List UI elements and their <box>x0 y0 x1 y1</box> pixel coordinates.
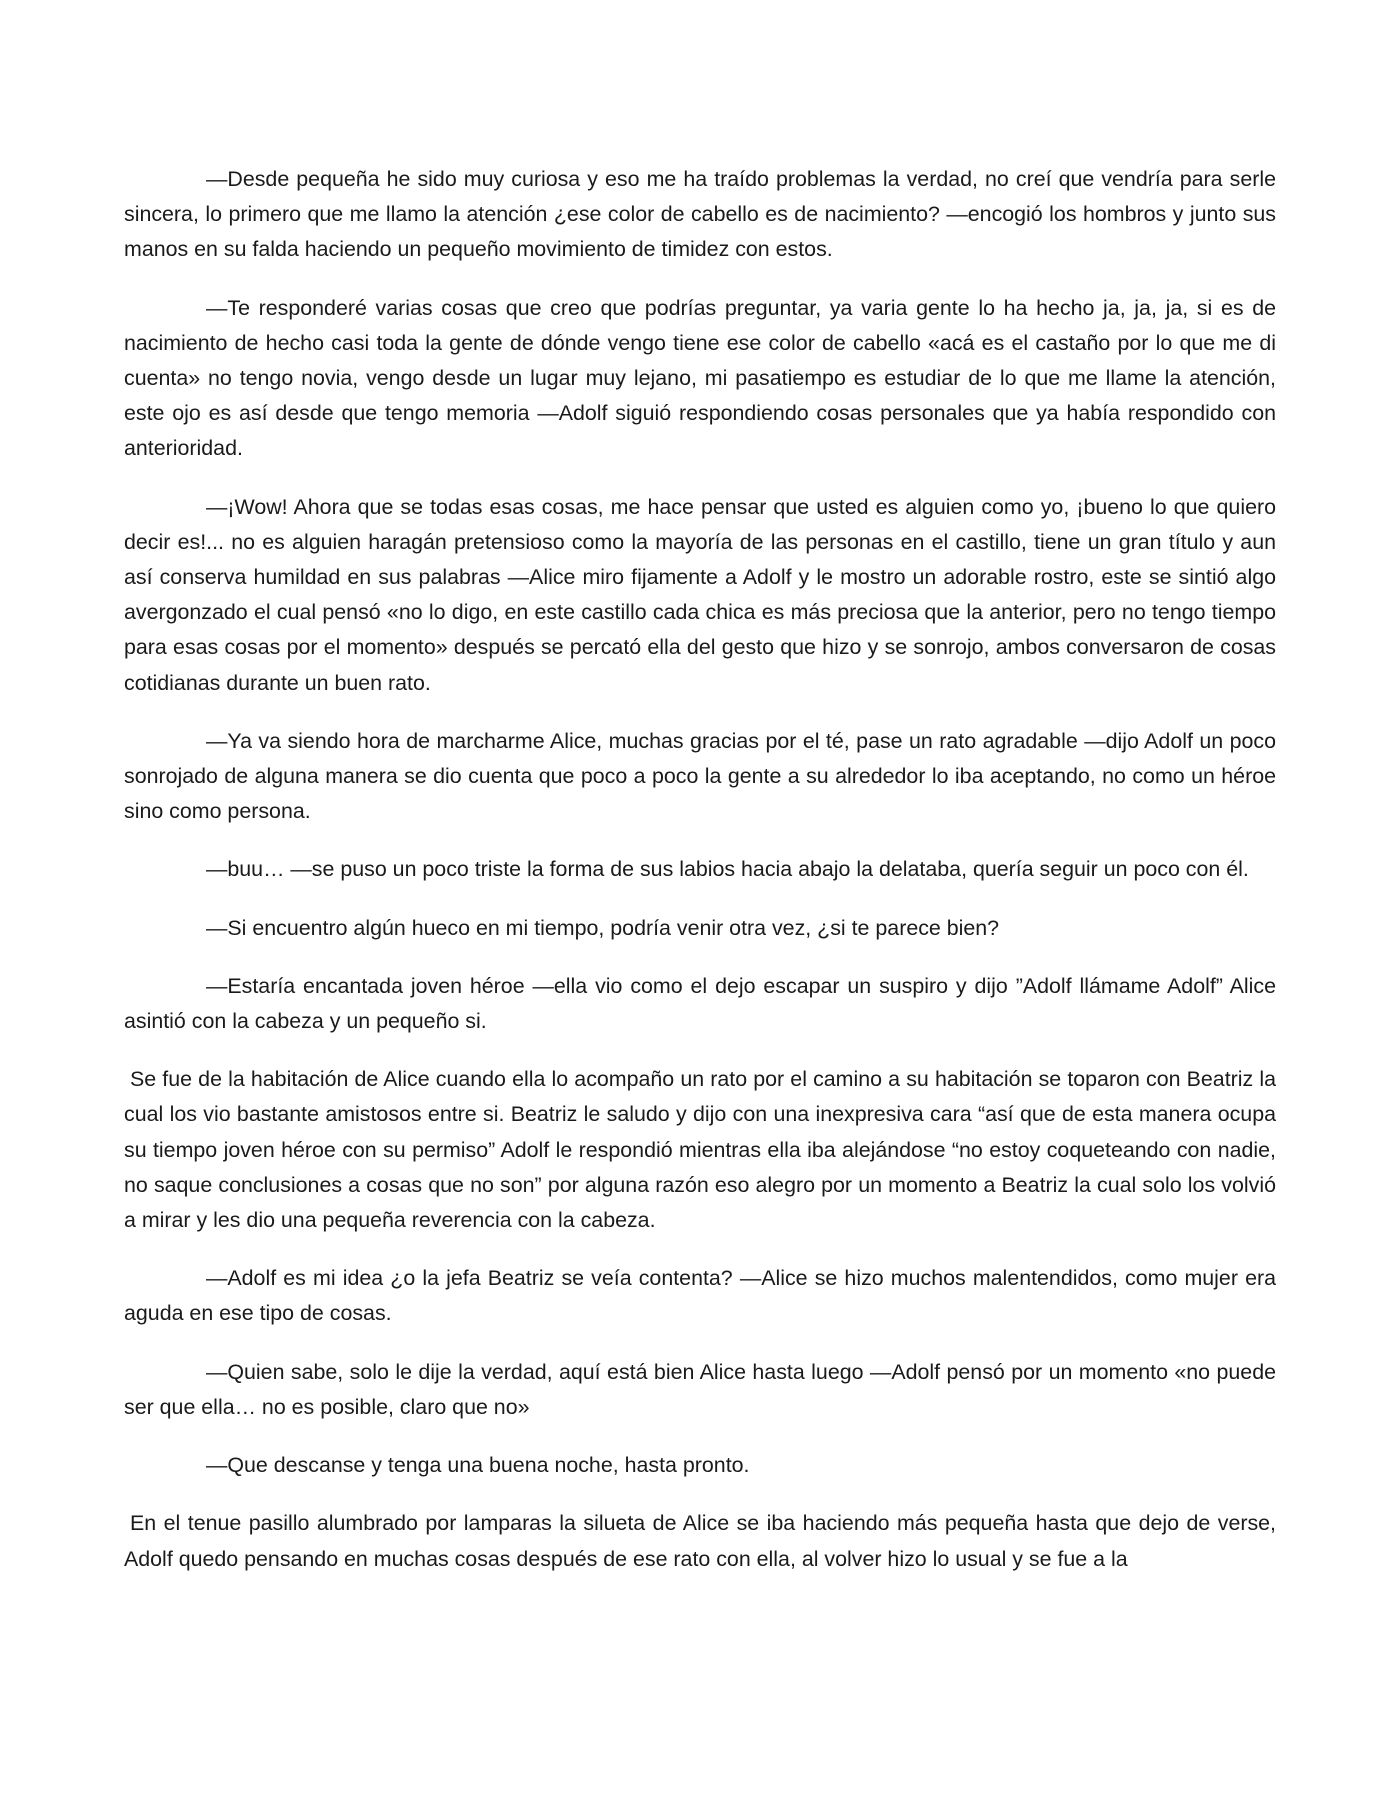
paragraph: —Que descanse y tenga una buena noche, hasta pronto. <box>206 1453 750 1478</box>
paragraph: —¡Wow! Ahora que se todas esas cosas, me hace pensar que usted es alguien como yo, ¡bueno lo que quiero decir es!... no es alguien haragán pretensioso como la mayoría de las personas en el castillo, tiene un gran título y aun así conserva humildad en sus palabras —Alice miro fijamente a Adolf y le mostro un adorable rostro, este se sintió algo avergonzado el cual pensó «no lo digo, en este castillo cada chica es más preciosa que la anterior, pero no tengo tiempo para esas cosas por el momento» después se percató ella del gesto que hizo y se sonrojo, ambos conversaron de cosas cotidianas durante un buen rato. <box>124 494 1276 695</box>
paragraph: —buu… —se puso un poco triste la forma de sus labios hacia abajo la delataba, quería seguir un poco con él. <box>206 857 1249 882</box>
paragraph: —Si encuentro algún hueco en mi tiempo, podría venir otra vez, ¿si te parece bien? <box>206 915 1000 940</box>
paragraph: —Adolf es mi idea ¿o la jefa Beatriz se veía contenta? —Alice se hizo muchos malentendidos, como mujer era aguda en ese tipo de cosas. <box>124 1266 1276 1326</box>
document-body <box>124 162 1276 1600</box>
paragraph: —Ya va siendo hora de marcharme Alice, muchas gracias por el té, pase un rato agradable —dijo Adolf un poco sonrojado de alguna manera se dio cuenta que poco a poco la gente a su alrededor lo iba aceptando, no como un héroe sino como persona. <box>124 728 1276 824</box>
paragraph: —Quien sabe, solo le dije la verdad, aquí está bien Alice hasta luego —Adolf pensó por un momento «no puede ser que ella… no es posible, claro que no» <box>124 1359 1276 1419</box>
paragraph: —Te responderé varias cosas que creo que podrías preguntar, ya varia gente lo ha hecho ja, ja, ja, si es de nacimiento de hecho casi toda la gente de dónde vengo tiene ese color de cabello «acá es el castaño por lo que me di cuenta» no tengo novia, vengo desde un lugar muy lejano, mi pasatiempo es estudiar de lo que me llame la atención, este ojo es así desde que tengo memoria —Adolf siguió respondiendo cosas personales que ya había respondido con anterioridad. <box>124 295 1276 461</box>
paragraph: Se fue de la habitación de Alice cuando ella lo acompaño un rato por el camino a su habitación se toparon con Beatriz la cual los vio bastante amistosos entre si. Beatriz le saludo y dijo con una inexpresiva cara “así que de esta manera ocupa su tiempo joven héroe con su permiso” Adolf le respondió mientras ella iba alejándose “no estoy coqueteando con nadie, no saque conclusiones a cosas que no son” por alguna razón eso alegro por un momento a Beatriz la cual solo los volvió a mirar y les dio una pequeña reverencia con la cabeza. <box>124 1067 1276 1233</box>
paragraph: —Estaría encantada joven héroe —ella vio como el dejo escapar un suspiro y dijo ”Adolf llámame Adolf” Alice asintió con la cabeza y un pequeño si. <box>124 973 1276 1034</box>
paragraph: —Desde pequeña he sido muy curiosa y eso me ha traído problemas la verdad, no creí que vendría para serle sincera, lo primero que me llamo la atención ¿ese color de cabello es de nacimiento? —encogió los hombros y junto sus manos en su falda haciendo un pequeño movimiento de timidez con estos. <box>124 167 1276 262</box>
paragraph: En el tenue pasillo alumbrado por lamparas la silueta de Alice se iba haciendo más pequeña hasta que dejo de verse, Adolf quedo pensando en muchas cosas después de ese rato con ella, al volver hizo lo usual y se fue a la <box>124 1511 1276 1571</box>
